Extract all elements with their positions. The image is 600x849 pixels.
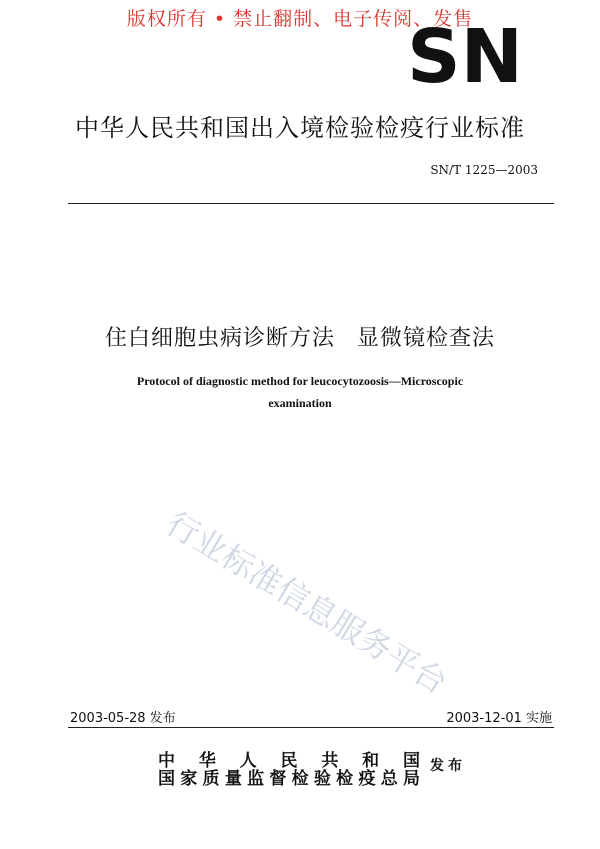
- sn-logo: [405, 24, 525, 88]
- publish-label: 发布: [430, 758, 466, 774]
- document-title-en-line1: Protocol of diagnostic method for leucocytozoosis—Microscopic: [136, 374, 464, 388]
- issue-date: 2003-05-28 发布: [70, 711, 176, 726]
- header-divider: [68, 203, 554, 204]
- copyright-notice: 版权所有 • 禁止翻制、电子传阅、发售: [126, 8, 474, 30]
- document-title-zh: 住白细胞虫病诊断方法 显微镜检查法: [105, 326, 495, 351]
- footer-divider: [68, 727, 554, 728]
- publisher-country: 中华人民共和国: [158, 751, 420, 771]
- watermark: [150, 496, 510, 716]
- standard-number: SN/T 1225—2003: [430, 163, 538, 177]
- document-title-en: [60, 370, 540, 414]
- publisher-agency: 国家质量监督检验检疫总局: [158, 769, 420, 789]
- industry-standard-title: 中华人民共和国出入境检验检疫行业标准: [75, 114, 525, 142]
- sn-logo-text: SN: [407, 24, 523, 88]
- watermark-text: 行业标准信息服务平台: [159, 504, 454, 702]
- implementation-date: 2003-12-01 实施: [446, 711, 552, 726]
- document-title-en-line2: examination: [268, 396, 332, 410]
